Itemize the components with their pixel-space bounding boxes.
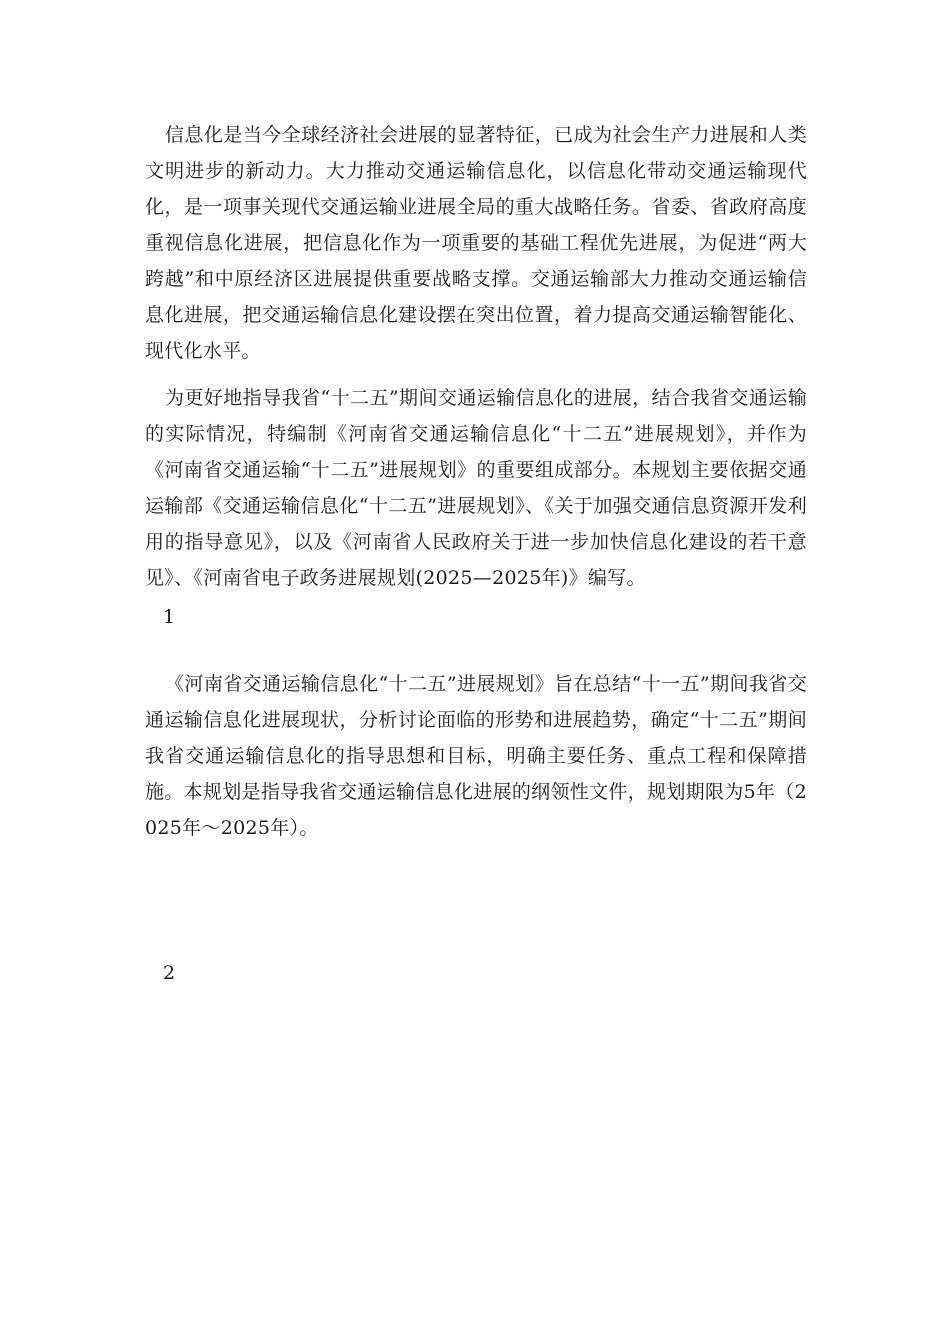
paragraph-scope: 《河南省交通运输信息化“十二五”进展规划》旨在总结“十一五”期间我省交通运输信息化进展现状，分析讨论面临的形势和进展趋势，确定“十二五”期间我省交通运输信息化的指导思想和目标，明确主要任务、重点工程和保障措施。本规划是指导我省交通运输信息化进展的纲领性文件，规划期限为5年（2025年～2025年）。: [145, 673, 807, 839]
paragraph-intro: 信息化是当今全球经济社会进展的显著特征，已成为社会生产力进展和人类文明进步的新动力。大力推动交通运输信息化，以信息化带动交通运输现代化，是一项事关现代交通运输业进展全局的重大战略任务。省委、省政府高度重视信息化进展，把信息化作为一项重要的基础工程优先进展，为促进“两大跨越”和中原经济区进展提供重要战略支撑。交通运输部大力推动交通运输信息化进展，把交通运输信息化建设摆在突出位置，着力提高交通运输智能化、现代化水平。: [145, 124, 807, 362]
page-number: 2: [163, 962, 176, 984]
paragraph-purpose: 为更好地指导我省“十二五”期间交通运输信息化的进展，结合我省交通运输的实际情况，特编制《河南省交通运输信息化“十二五”进展规划》，并作为《河南省交通运输“十二五”进展规划》的重要组成部分。本规划主要依据交通运输部《交通运输信息化“十二五”进展规划》、《关于加强交通信息资源开发利用的指导意见》，以及《河南省人民政府关于进一步加快信息化建设的若干意见》、《河南省电子政务进展规划(2025—2025年)》编写。: [145, 387, 807, 589]
page-number: 1: [163, 606, 176, 628]
